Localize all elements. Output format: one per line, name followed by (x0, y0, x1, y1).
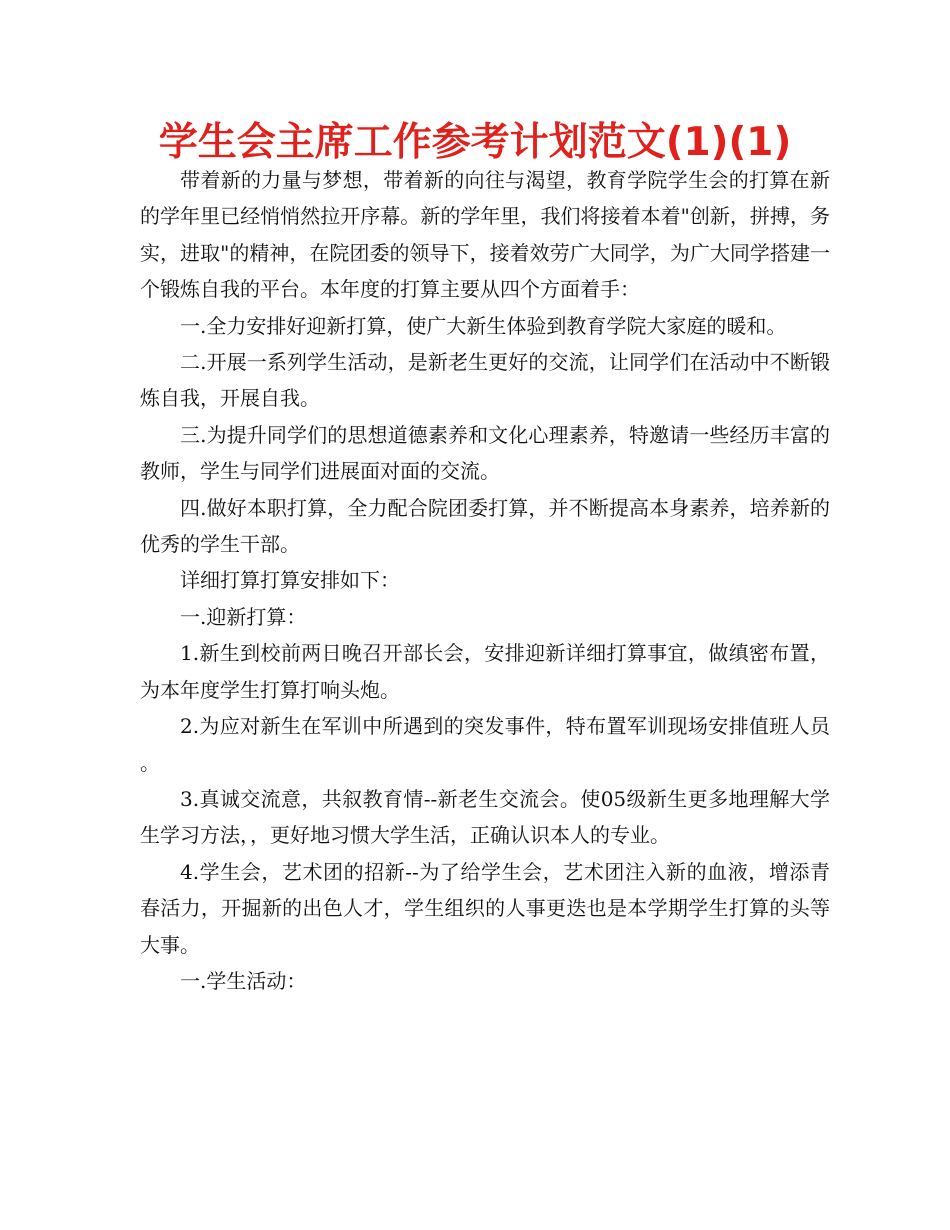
paragraph-point-1: 一.全力安排好迎新打算，使广大新生体验到教育学院大家庭的暖和。 (180, 313, 787, 338)
paragraph-intro: 带着新的力量与梦想，带着新的向往与渴望，教育学院学生会的打算在新的学年里已经悄悄然拉开序幕。新的学年里，我们将接着本着"创新，拼搏，务实，进取"的精神，在院团委的领导下，接着效劳广大同学，为广大同学搭建一个锻炼自我的平台。本年度的打算主要从四个方面着手： (140, 168, 830, 302)
paragraph-point-4: 四.做好本职打算，全力配合院团委打算，并不断提高本身素养，培养新的优秀的学生干部。 (140, 495, 830, 557)
document-title: 学生会主席工作参考计划范文(1)(1) (158, 120, 792, 165)
list-item-4: 4.学生会，艺术团的招新--为了给学生会，艺术团注入新的血液，增添青春活力，开掘新的出色人才，学生组织的人事更迭也是本学期学生打算的头等大事。 (140, 859, 830, 957)
list-item-1: 1.新生到校前两日晚召开部长会，安排迎新详细打算事宜，做缜密布置，为本年度学生打算打响头炮。 (140, 641, 830, 702)
paragraph-point-3: 三.为提升同学们的思想道德素养和文化心理素养，特邀请一些经历丰富的教师，学生与同学们进展面对面的交流。 (140, 422, 830, 484)
section-heading-orientation: 一.迎新打算： (180, 604, 307, 629)
section-heading-activities: 一.学生活动： (180, 968, 307, 993)
paragraph-details-heading: 详细打算打算安排如下： (180, 568, 400, 593)
list-item-3: 3.真诚交流意，共叙教育情--新老生交流会。使05级新生更多地理解大学生学习方法，，更好地习惯大学生活，正确认识本人的专业。 (140, 786, 830, 848)
document-body (140, 162, 830, 999)
list-item-2: 2.为应对新生在军训中所遇到的突发事件，特布置军训现场安排值班人员。 (140, 714, 830, 775)
paragraph-point-2: 二.开展一系列学生活动，是新老生更好的交流，让同学们在活动中不断锻炼自我，开展自我。 (140, 350, 830, 411)
